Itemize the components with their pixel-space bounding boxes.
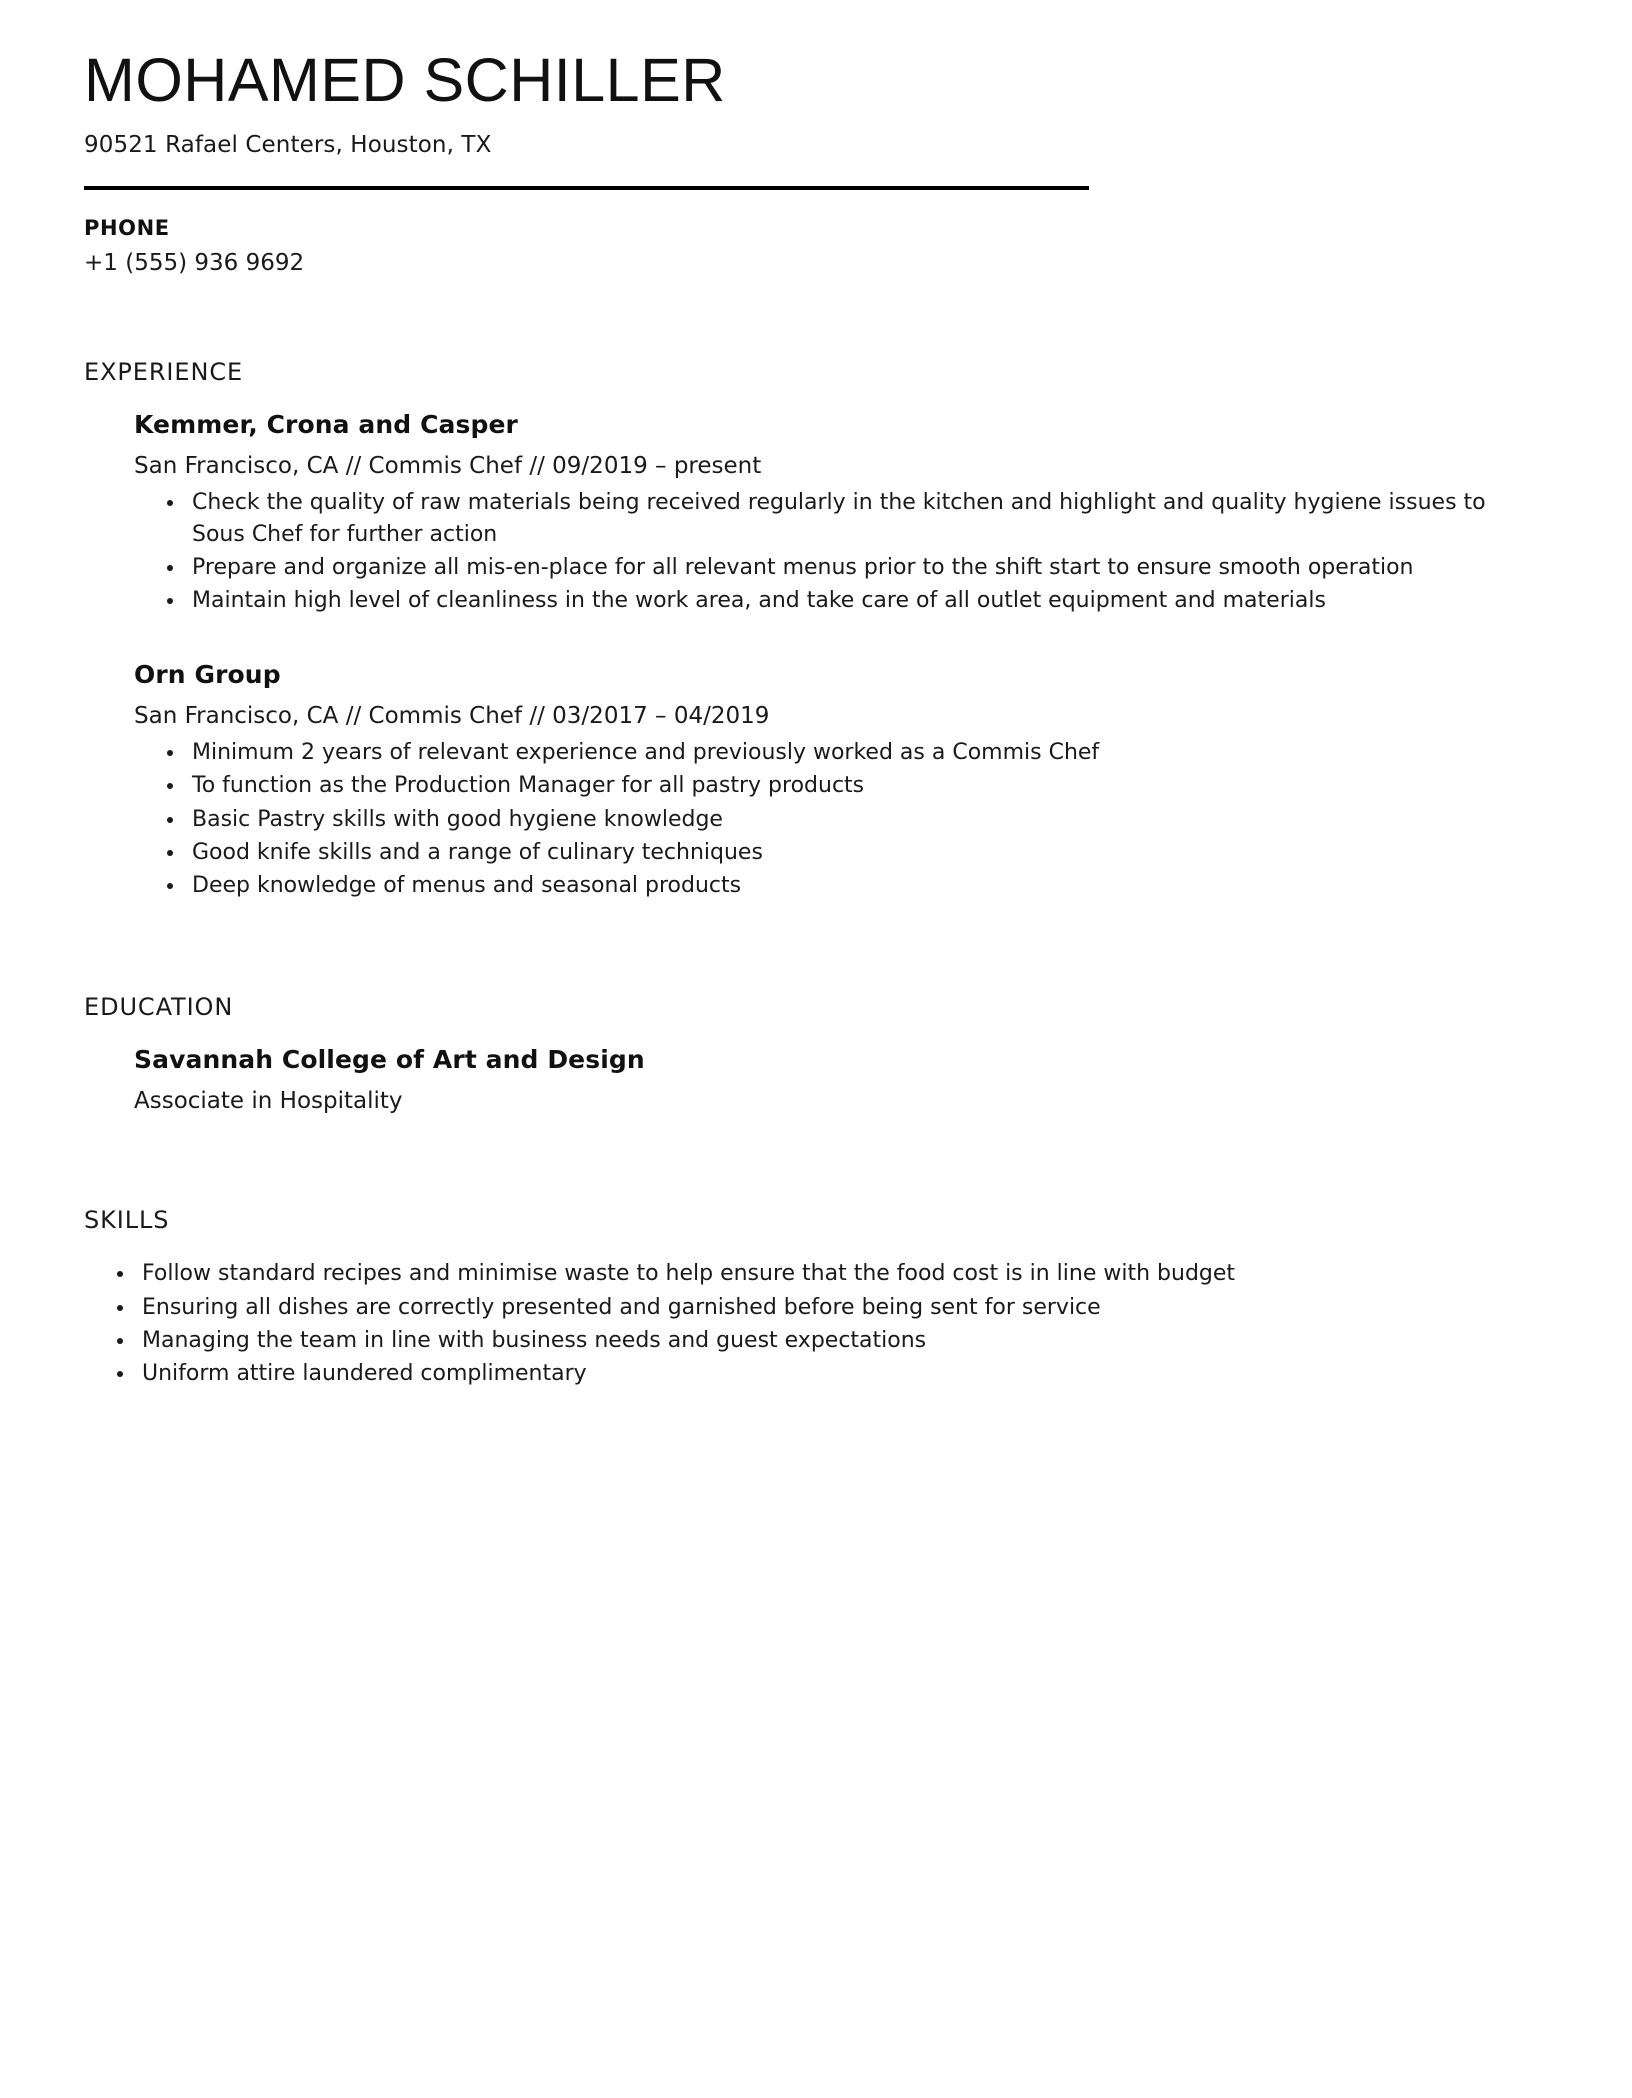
list-item: • Good knife skills and a range of culinary techniques [186, 837, 1542, 868]
phone-label: PHONE [84, 216, 170, 241]
list-item: • To function as the Production Manager for all pastry products [186, 770, 1542, 801]
degree-name: Associate in Hospitality [134, 1088, 403, 1115]
skills-bullets [84, 1258, 1542, 1389]
employer-meta: San Francisco, CA // Commis Chef // 09/2019 – present [134, 453, 762, 480]
school-name: Savannah College of Art and Design [134, 1045, 645, 1075]
employer-name: Kemmer, Crona and Casper [134, 410, 518, 440]
skills-heading: SKILLS [84, 1206, 170, 1235]
experience-bullets [134, 487, 1542, 616]
skills-section [84, 1206, 1542, 1389]
experience-heading: EXPERIENCE [84, 358, 244, 387]
list-item: • Uniform attire laundered complimentary [136, 1358, 1542, 1389]
list-item: • Prepare and organize all mis-en-place for all relevant menus prior to the shift start to ensure smooth operation [186, 552, 1542, 583]
education-section [84, 993, 1542, 1114]
list-item: • Basic Pastry skills with good hygiene knowledge [186, 804, 1542, 835]
page-title: MOHAMED SCHILLER [84, 46, 726, 114]
list-item: • Follow standard recipes and minimise waste to help ensure that the food cost is in line with budget [136, 1258, 1542, 1289]
list-item: • Minimum 2 years of relevant experience and previously worked as a Commis Chef [186, 737, 1542, 768]
list-item: • Deep knowledge of menus and seasonal products [186, 870, 1542, 901]
experience-section [84, 358, 1542, 901]
address-line: 90521 Rafael Centers, Houston, TX [84, 132, 492, 159]
contact-block [84, 216, 1542, 276]
education-heading: EDUCATION [84, 993, 234, 1022]
experience-entry [134, 660, 1542, 901]
experience-entry [134, 410, 1542, 616]
employer-name: Orn Group [134, 660, 281, 690]
list-item: • Check the quality of raw materials being received regularly in the kitchen and highlight and quality hygiene issues to Sous Chef for further action [186, 487, 1542, 549]
education-entry [134, 1045, 1542, 1114]
list-item: • Managing the team in line with business needs and guest expectations [136, 1325, 1542, 1356]
phone-value: +1 (555) 936 9692 [84, 250, 305, 277]
list-item: • Maintain high level of cleanliness in the work area, and take care of all outlet equipment and materials [186, 585, 1542, 616]
list-item: • Ensuring all dishes are correctly presented and garnished before being sent for service [136, 1292, 1542, 1323]
header-divider [84, 186, 1089, 190]
employer-meta: San Francisco, CA // Commis Chef // 03/2017 – 04/2019 [134, 703, 770, 730]
experience-bullets [134, 737, 1542, 901]
